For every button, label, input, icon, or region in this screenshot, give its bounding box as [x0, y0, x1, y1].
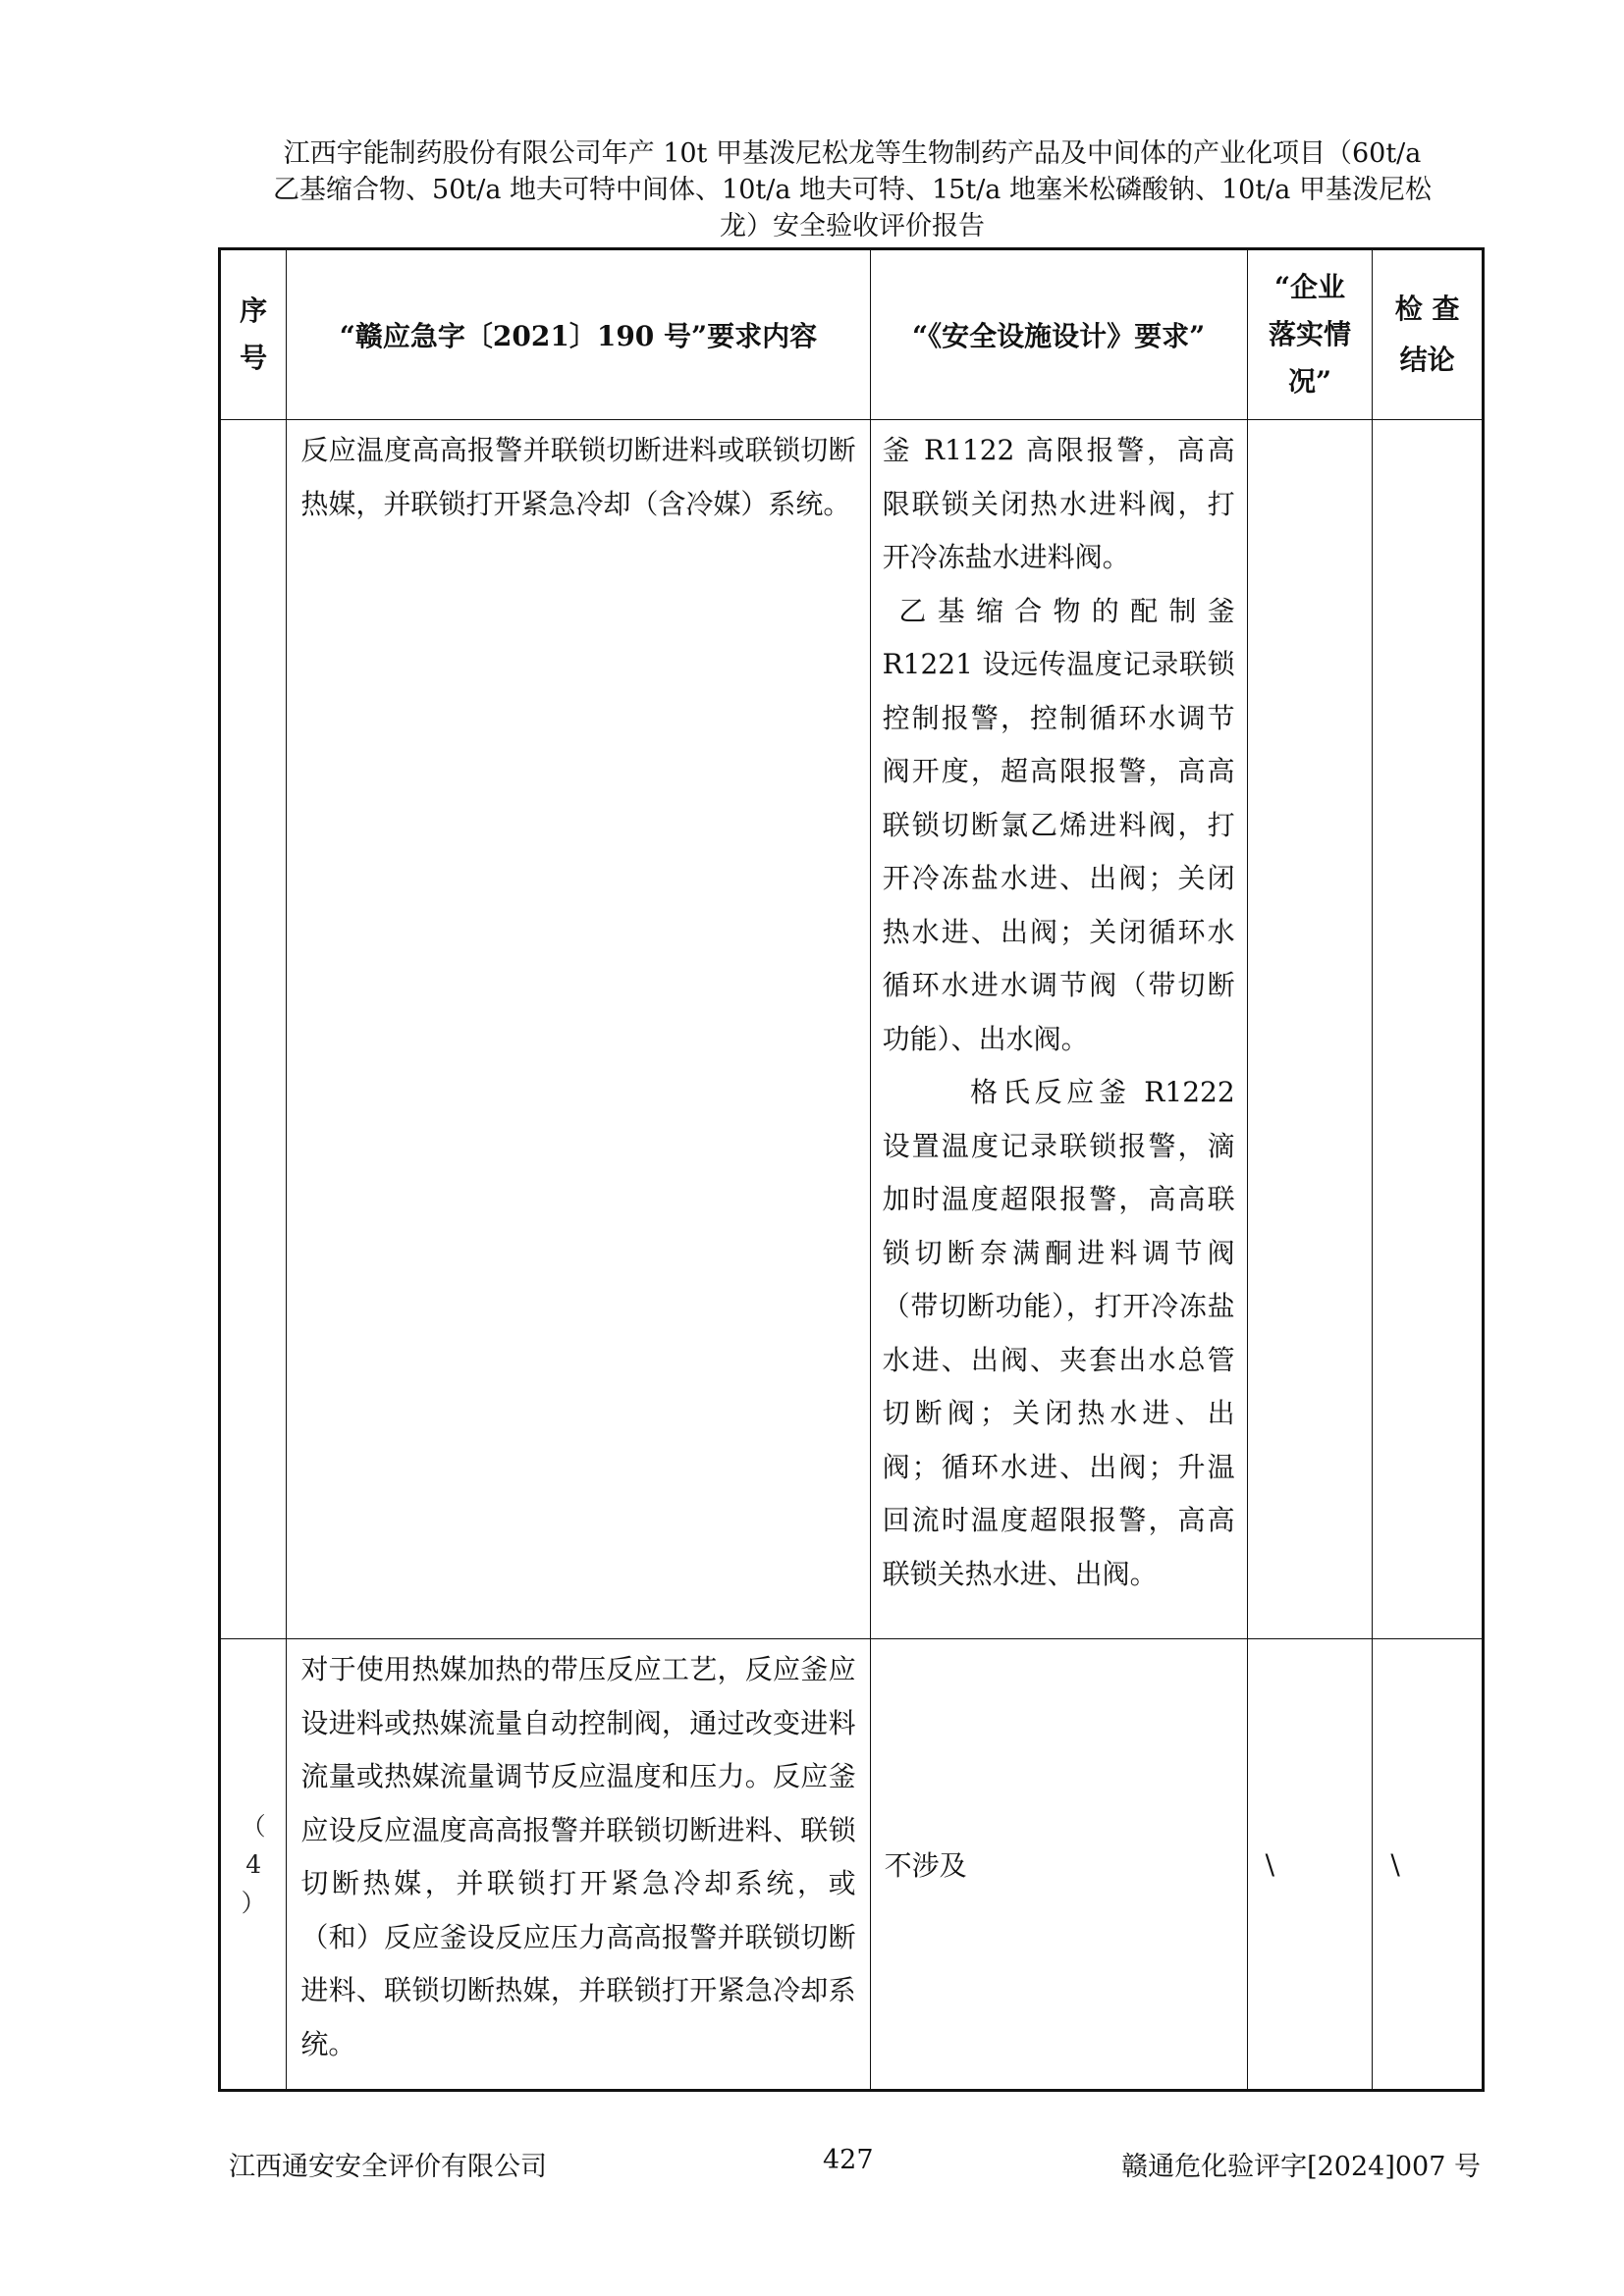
requirements-table	[218, 247, 1485, 2092]
column-header-conclusion: 检 查 结论	[1373, 249, 1484, 420]
cell-design: 不涉及	[870, 1639, 1247, 2091]
cell-implementation	[1247, 420, 1373, 1639]
cell-design	[870, 420, 1247, 1639]
cell-seq	[220, 420, 287, 1639]
page-number: 427	[823, 2145, 874, 2175]
column-header-seq: 序 号	[220, 249, 287, 420]
cell-conclusion	[1373, 420, 1484, 1639]
cell-requirement	[287, 1639, 870, 2091]
design-paragraph: 乙基缩合物的配制釜 R1221 设远传温度记录联锁控制报警，控制循环水调节阀开度，超高限报警，高高联锁切断氯乙烯进料阀，打开冷冻盐水进、出阀；关闭热水进、出阀；关闭循环水循环水进水调节阀（带切断功能）、出水阀。	[882, 594, 1235, 1055]
document-footer	[229, 2145, 1481, 2180]
table-row	[220, 420, 1484, 1639]
design-paragraph: 釜 R1122 高限报警，高高限联锁关闭热水进料阀，打开冷冻盐水进料阀。	[882, 434, 1235, 573]
requirement-text: 对于使用热媒加热的带压反应工艺，反应釜应设进料或热媒流量自动控制阀，通过改变进料流量或热媒流量调节反应温度和压力。反应釜应设反应温度高高报警并联锁切断进料、联锁切断热媒，并联锁打开紧急冷却系统，或（和）反应釜设反应压力高高报警并联锁切断进料、联锁切断热媒，并联锁打开紧急冷却系统。	[300, 1653, 856, 2060]
cell-seq: （ 4 ）	[220, 1639, 287, 2091]
header-line-3: 龙）安全验收评价报告	[720, 211, 985, 241]
header-line-2: 乙基缩合物、50t/a 地夫可特中间体、10t/a 地夫可特、15t/a 地塞米松磷酸钠、10t/a 甲基泼尼松	[273, 175, 1432, 205]
footer-company: 江西通安安全评价有限公司	[229, 2152, 547, 2182]
design-paragraph: 格氏反应釜 R1222 设置温度记录联锁报警，滴加时温度超限报警，高高联锁切断奈满酮进料调节阀（带切断功能），打开冷冻盐水进、出阀、夹套出水总管切断阀；关闭热水进、出阀；循环水进、出阀；升温回流时温度超限报警，高高联锁关热水进、出阀。	[882, 1076, 1235, 1590]
column-header-requirement: “赣应急字〔2021〕190 号”要求内容	[287, 249, 870, 420]
column-header-implementation: “企业 落实情 况”	[1247, 249, 1373, 420]
cell-implementation: \	[1247, 1639, 1373, 2091]
header-line-1: 江西宇能制药股份有限公司年产 10t 甲基泼尼松龙等生物制药产品及中间体的产业化项目（60t/a	[283, 138, 1422, 169]
document-header	[224, 135, 1481, 244]
cell-requirement	[287, 420, 870, 1639]
table-header-row	[220, 249, 1484, 420]
cell-conclusion: \	[1373, 1639, 1484, 2091]
column-header-design: “《安全设施设计》要求”	[870, 249, 1247, 420]
footer-doc-number: 赣通危化验评字[2024]007 号	[1121, 2152, 1481, 2182]
requirement-text: 反应温度高高报警并联锁切断进料或联锁切断热媒，并联锁打开紧急冷却（含冷媒）系统。	[300, 434, 856, 520]
table-row	[220, 1639, 1484, 2091]
